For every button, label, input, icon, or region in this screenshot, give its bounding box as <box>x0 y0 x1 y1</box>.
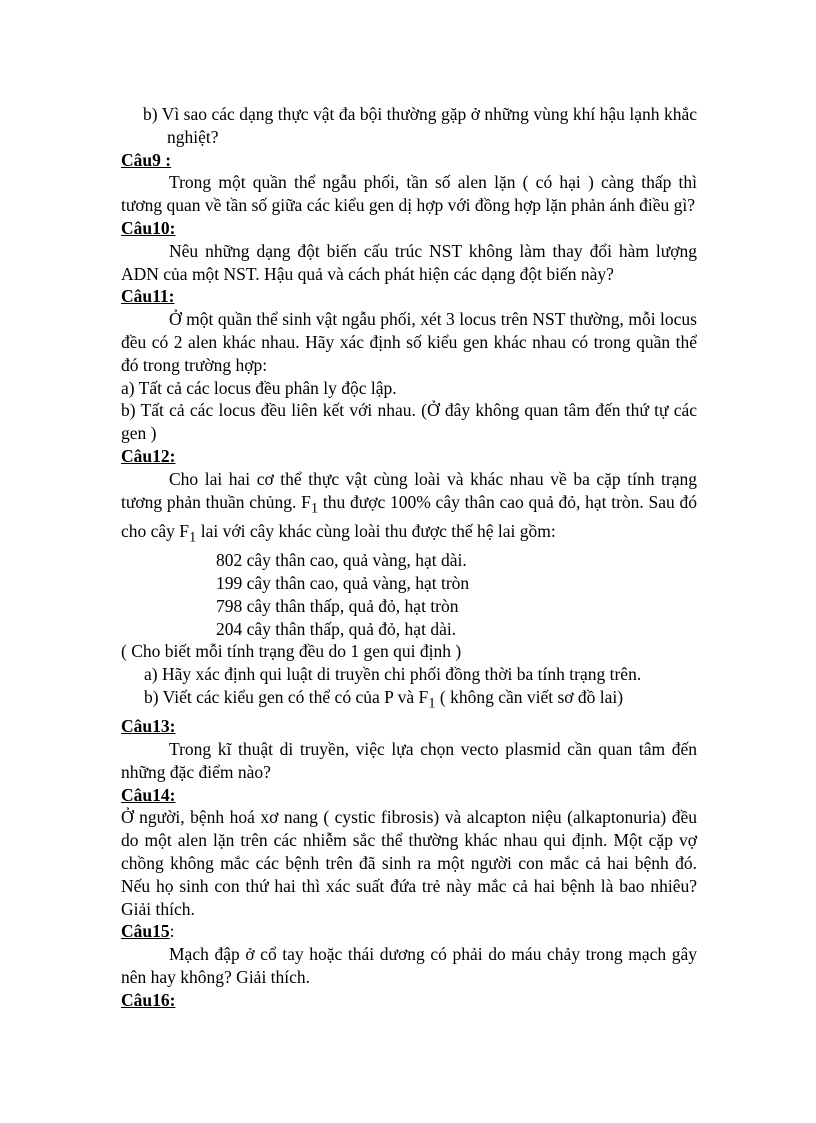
question-15-body: Mạch đập ở cổ tay hoặc thái dương có phải do máu chảy trong mạch gây nên hay không? Giải thích. <box>121 944 697 987</box>
q12b-text: b) Viết các kiểu gen có thể có của P và F <box>144 686 429 707</box>
question-15-title: Câu15 <box>121 921 170 942</box>
q12-subscript-2: 1 <box>189 529 197 546</box>
q12-body-part2: thu được 100% cây thân cao quả đỏ, hạt tròn. Sau đó cho cây F <box>121 491 698 541</box>
q12-result-2: 199 cây thân cao, quả vàng, hạt tròn <box>216 572 470 593</box>
q12-result-4: 204 cây thân thấp, quả đỏ, hạt dài. <box>216 618 457 639</box>
q12-subscript-1: 1 <box>310 500 319 517</box>
question-8b: b) Vì sao các dạng thực vật đa bội thường gặp ở những vùng khí hậu lạnh khắc nghiệt? <box>143 104 697 147</box>
question-12-body <box>121 468 697 549</box>
question-15-colon: : <box>169 921 175 942</box>
q12-body-part3: lai với cây khác cùng loài thu được thế hệ lai gồm: <box>196 520 556 541</box>
question-12b <box>121 686 697 715</box>
question-9-title: Câu9 : <box>121 149 172 170</box>
question-15-heading <box>121 920 697 943</box>
q12-body-part1: Cho lai hai cơ thể thực vật cùng loài và khác nhau về ba cặp tính trạng tương phản thuần chủng. F <box>121 468 697 512</box>
question-13-title: Câu13: <box>121 716 176 737</box>
question-14-body: Ở người, bệnh hoá xơ nang ( cystic fibrosis) và alcapton niệu (alkaptonuria) đều do một alen lặn trên các nhiễm sắc thể thường khác nhau qui định. Một cặp vợ chồng không mắc các bệnh trên đã sinh ra một người con mắc cả hai bệnh đó. Nếu họ sinh con thứ hai thì xác suất đứa trẻ này mắc cả hai bệnh là bao nhiêu? Giải thích. <box>121 807 697 919</box>
question-13-body: Trong kĩ thuật di truyền, việc lựa chọn vecto plasmid cần quan tâm đến những đặc điểm nào? <box>121 739 697 782</box>
question-11a: a) Tất cả các locus đều phân ly độc lập. <box>121 377 397 398</box>
question-12-title: Câu12: <box>121 445 176 466</box>
q12-note: ( Cho biết mỗi tính trạng đều do 1 gen qui định ) <box>121 641 462 662</box>
q12-result-1: 802 cây thân cao, quả vàng, hạt dài. <box>216 550 467 571</box>
document-page <box>121 103 697 1012</box>
q12b-text-end: ( không cần viết sơ đồ lai) <box>435 686 624 707</box>
question-12a: a) Hãy xác định qui luật di truyền chi phối đồng thời ba tính trạng trên. <box>144 664 642 685</box>
question-9-body: Trong một quần thể ngẫu phối, tần số alen lặn ( có hại ) càng thấp thì tương quan về tần số giữa các kiểu gen dị hợp với đồng hợp lặn phản ánh điều gì? <box>121 172 697 216</box>
question-11-body: Ở một quần thể sinh vật ngẫu phối, xét 3 locus trên NST thường, mỗi locus đều có 2 alen khác nhau. Hãy xác định số kiểu gen khác nhau có trong quần thể đó trong trường hợp: <box>121 309 697 375</box>
question-16-title: Câu16: <box>121 989 176 1010</box>
question-10-title: Câu10: <box>121 217 176 238</box>
q12b-subscript: 1 <box>428 695 436 712</box>
question-11-title: Câu11: <box>121 286 175 307</box>
question-14-title: Câu14: <box>121 784 176 805</box>
question-10-body: Nêu những dạng đột biến cấu trúc NST không làm thay đổi hàm lượng ADN của một NST. Hậu quả và cách phát hiện các dạng đột biến này? <box>121 240 697 284</box>
question-11b: b) Tất cả các locus đều liên kết với nhau. (Ở đây không quan tâm đến thứ tự các gen ) <box>121 400 697 444</box>
q12-result-3: 798 cây thân thấp, quả đỏ, hạt tròn <box>216 595 459 616</box>
